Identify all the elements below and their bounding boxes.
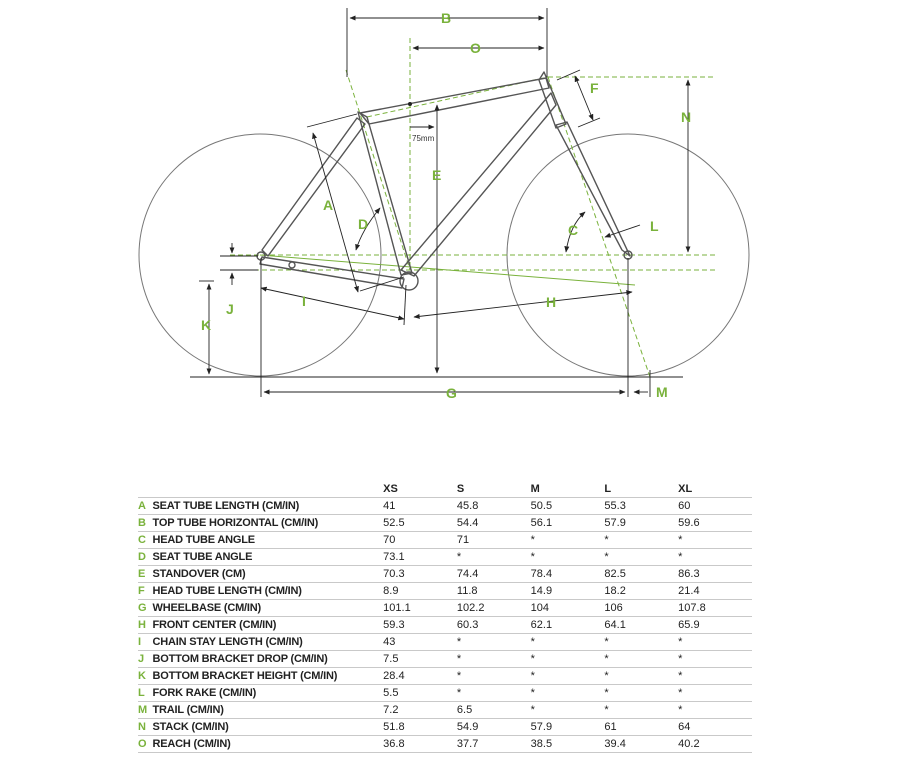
label-B: B xyxy=(441,10,452,26)
row-value: * xyxy=(531,668,605,685)
label-F: F xyxy=(590,80,599,96)
label-M: M xyxy=(656,384,668,400)
table-header-row xyxy=(138,481,752,498)
row-value: * xyxy=(678,651,752,668)
row-value: 71 xyxy=(457,532,531,549)
row-value: * xyxy=(678,532,752,549)
row-name: FORK RAKE (CM/IN) xyxy=(153,685,384,702)
size-header-l: L xyxy=(604,483,612,495)
table-body xyxy=(138,498,752,753)
row-value: 101.1 xyxy=(383,600,457,617)
table-row xyxy=(138,702,752,719)
row-value: 64.1 xyxy=(604,617,678,634)
row-value: 86.3 xyxy=(678,566,752,583)
row-value: 61 xyxy=(604,719,678,736)
row-value: 62.1 xyxy=(531,617,605,634)
row-value: 8.9 xyxy=(383,583,457,600)
row-value: * xyxy=(531,532,605,549)
label-E: E xyxy=(432,167,442,183)
row-value: * xyxy=(604,702,678,719)
label-G: G xyxy=(446,385,457,401)
row-value: 41 xyxy=(383,498,457,515)
table-row xyxy=(138,583,752,600)
row-value: * xyxy=(457,685,531,702)
row-value: 52.5 xyxy=(383,515,457,532)
label-D: D xyxy=(358,216,369,232)
geometry-table xyxy=(138,481,752,753)
row-value: * xyxy=(604,634,678,651)
row-value: 56.1 xyxy=(531,515,605,532)
row-value: 70 xyxy=(383,532,457,549)
table-row xyxy=(138,651,752,668)
row-letter: O xyxy=(138,736,153,753)
label-I: I xyxy=(302,293,306,309)
row-letter: H xyxy=(138,617,153,634)
row-value: * xyxy=(678,549,752,566)
row-value: 59.3 xyxy=(383,617,457,634)
row-letter: N xyxy=(138,719,153,736)
row-name: STACK (CM/IN) xyxy=(153,719,384,736)
table-row xyxy=(138,736,752,753)
row-name: HEAD TUBE LENGTH (CM/IN) xyxy=(153,583,384,600)
row-value: * xyxy=(678,668,752,685)
row-value: * xyxy=(604,651,678,668)
row-value: 73.1 xyxy=(383,549,457,566)
row-name: TRAIL (CM/IN) xyxy=(153,702,384,719)
row-name: BOTTOM BRACKET HEIGHT (CM/IN) xyxy=(153,668,384,685)
row-letter: E xyxy=(138,566,153,583)
row-value: 54.4 xyxy=(457,515,531,532)
table-row xyxy=(138,617,752,634)
row-value: * xyxy=(678,702,752,719)
row-value: 102.2 xyxy=(457,600,531,617)
table-row xyxy=(138,634,752,651)
label-O: O xyxy=(470,40,481,56)
row-value: * xyxy=(531,634,605,651)
row-value: 7.2 xyxy=(383,702,457,719)
table-row xyxy=(138,498,752,515)
row-value: 54.9 xyxy=(457,719,531,736)
row-value: 36.8 xyxy=(383,736,457,753)
row-value: 104 xyxy=(531,600,605,617)
row-letter: I xyxy=(138,634,153,651)
row-value: 55.3 xyxy=(604,498,678,515)
row-value: 59.6 xyxy=(678,515,752,532)
size-header-m: M xyxy=(530,483,540,495)
row-name: FRONT CENTER (CM/IN) xyxy=(153,617,384,634)
size-header-xl: XL xyxy=(678,483,693,495)
row-value: * xyxy=(678,685,752,702)
row-value: 39.4 xyxy=(604,736,678,753)
row-letter: G xyxy=(138,600,153,617)
row-letter: L xyxy=(138,685,153,702)
row-name: TOP TUBE HORIZONTAL (CM/IN) xyxy=(153,515,384,532)
row-value: 78.4 xyxy=(531,566,605,583)
row-name: SEAT TUBE LENGTH (CM/IN) xyxy=(153,498,384,515)
label-A: A xyxy=(323,197,334,213)
size-header-s: S xyxy=(456,483,465,495)
row-value: 60 xyxy=(678,498,752,515)
row-value: 43 xyxy=(383,634,457,651)
row-value: * xyxy=(604,532,678,549)
reference-dot xyxy=(408,102,412,106)
table-row xyxy=(138,719,752,736)
label-J: J xyxy=(226,301,234,317)
row-value: 106 xyxy=(604,600,678,617)
row-value: 11.8 xyxy=(457,583,531,600)
label-K: K xyxy=(201,317,212,333)
row-value: * xyxy=(678,634,752,651)
row-letter: A xyxy=(138,498,153,515)
table-row xyxy=(138,549,752,566)
row-value: 5.5 xyxy=(383,685,457,702)
row-value: * xyxy=(531,685,605,702)
note-75mm: 75mm xyxy=(412,134,435,143)
row-name: BOTTOM BRACKET DROP (CM/IN) xyxy=(153,651,384,668)
row-letter: D xyxy=(138,549,153,566)
table-row xyxy=(138,668,752,685)
row-value: 107.8 xyxy=(678,600,752,617)
row-name: SEAT TUBE ANGLE xyxy=(153,549,384,566)
row-value: 82.5 xyxy=(604,566,678,583)
label-H: H xyxy=(546,294,557,310)
reference-lines xyxy=(230,38,715,377)
row-value: 64 xyxy=(678,719,752,736)
row-name: REACH (CM/IN) xyxy=(153,736,384,753)
row-value: 38.5 xyxy=(531,736,605,753)
row-value: 21.4 xyxy=(678,583,752,600)
bike-frame xyxy=(257,72,632,290)
label-N: N xyxy=(681,109,692,125)
row-value: 65.9 xyxy=(678,617,752,634)
row-value: 40.2 xyxy=(678,736,752,753)
row-value: 57.9 xyxy=(604,515,678,532)
row-value: 70.3 xyxy=(383,566,457,583)
row-value: 57.9 xyxy=(531,719,605,736)
dimension-labels xyxy=(201,10,691,401)
row-value: * xyxy=(531,702,605,719)
row-value: 74.4 xyxy=(457,566,531,583)
row-value: * xyxy=(531,549,605,566)
row-value: 45.8 xyxy=(457,498,531,515)
row-letter: J xyxy=(138,651,153,668)
row-value: 7.5 xyxy=(383,651,457,668)
row-value: * xyxy=(604,685,678,702)
size-header-xs: XS xyxy=(383,483,398,495)
row-value: 60.3 xyxy=(457,617,531,634)
row-name: HEAD TUBE ANGLE xyxy=(153,532,384,549)
row-value: * xyxy=(604,549,678,566)
table-row xyxy=(138,600,752,617)
row-letter: K xyxy=(138,668,153,685)
dimension-lines xyxy=(199,8,688,397)
table-row xyxy=(138,515,752,532)
row-letter: B xyxy=(138,515,153,532)
row-value: * xyxy=(457,668,531,685)
row-value: 6.5 xyxy=(457,702,531,719)
row-value: 18.2 xyxy=(604,583,678,600)
table-row xyxy=(138,685,752,702)
row-letter: F xyxy=(138,583,153,600)
row-value: * xyxy=(457,634,531,651)
table-row xyxy=(138,532,752,549)
row-value: 14.9 xyxy=(531,583,605,600)
table-row xyxy=(138,566,752,583)
row-value: 28.4 xyxy=(383,668,457,685)
row-name: STANDOVER (CM) xyxy=(153,566,384,583)
row-value: * xyxy=(531,651,605,668)
row-value: 37.7 xyxy=(457,736,531,753)
row-letter: C xyxy=(138,532,153,549)
row-value: * xyxy=(604,668,678,685)
row-value: 50.5 xyxy=(531,498,605,515)
row-name: WHEELBASE (CM/IN) xyxy=(153,600,384,617)
label-L: L xyxy=(650,218,659,234)
row-value: * xyxy=(457,549,531,566)
row-value: * xyxy=(457,651,531,668)
row-letter: M xyxy=(138,702,153,719)
label-C: C xyxy=(568,222,579,238)
row-value: 51.8 xyxy=(383,719,457,736)
row-name: CHAIN STAY LENGTH (CM/IN) xyxy=(153,634,384,651)
